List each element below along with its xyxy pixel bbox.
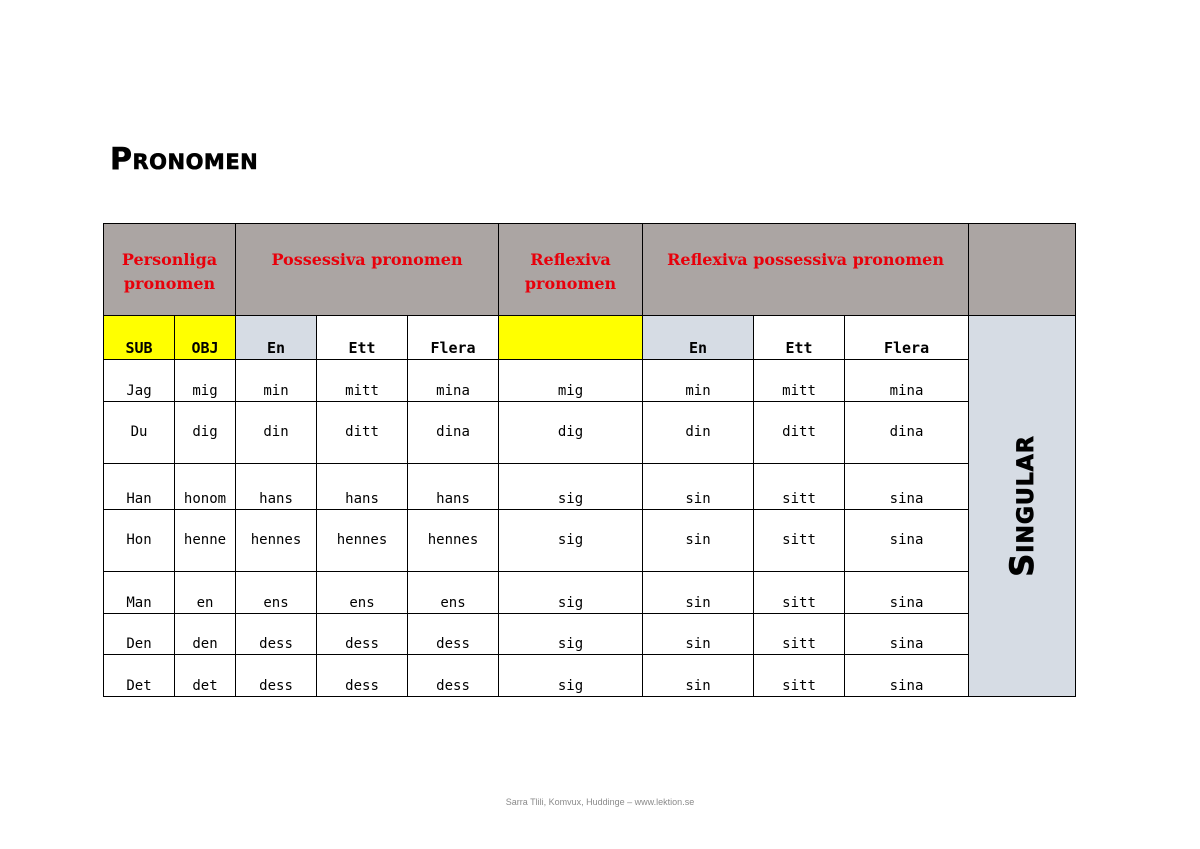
cell-poss-flera: hennes: [408, 510, 499, 572]
cell-reflex: sig: [499, 464, 643, 510]
cell-rposs-ett: sitt: [754, 572, 845, 614]
table-row: [104, 572, 1076, 614]
subheader-poss-en: En: [236, 316, 317, 360]
cell-obj: en: [175, 572, 236, 614]
cell-rposs-en: sin: [643, 572, 754, 614]
table-row: [104, 510, 1076, 572]
subheader-rposs-ett: Ett: [754, 316, 845, 360]
cell-poss-en: din: [236, 402, 317, 464]
cell-sub: Du: [104, 402, 175, 464]
cell-rposs-en: sin: [643, 464, 754, 510]
cell-obj: dig: [175, 402, 236, 464]
pronoun-table: [103, 223, 1076, 697]
header-reflexive: Reflexiva pronomen: [499, 224, 643, 316]
cell-rposs-en: sin: [643, 510, 754, 572]
cell-obj: henne: [175, 510, 236, 572]
cell-rposs-flera: sina: [845, 464, 969, 510]
cell-obj: mig: [175, 360, 236, 402]
cell-rposs-ett: ditt: [754, 402, 845, 464]
cell-poss-ett: mitt: [317, 360, 408, 402]
cell-rposs-ett: mitt: [754, 360, 845, 402]
cell-poss-en: min: [236, 360, 317, 402]
header-possessive: Possessiva pronomen: [236, 224, 499, 316]
cell-reflex: sig: [499, 655, 643, 697]
cell-poss-en: ens: [236, 572, 317, 614]
table-row: [104, 614, 1076, 655]
subheader-obj: OBJ: [175, 316, 236, 360]
cell-sub: Det: [104, 655, 175, 697]
cell-rposs-ett: sitt: [754, 614, 845, 655]
singular-side-label: [969, 316, 1076, 697]
header-row: [104, 224, 1076, 316]
cell-obj: det: [175, 655, 236, 697]
cell-rposs-flera: sina: [845, 572, 969, 614]
cell-sub: Jag: [104, 360, 175, 402]
cell-reflex: mig: [499, 360, 643, 402]
table-row: [104, 360, 1076, 402]
cell-poss-ett: dess: [317, 655, 408, 697]
cell-sub: Den: [104, 614, 175, 655]
table-row: [104, 655, 1076, 697]
footer-credit: Sarra Tlili, Komvux, Huddinge – www.lektion.se: [505, 797, 695, 807]
cell-sub: Han: [104, 464, 175, 510]
subheader-sub: SUB: [104, 316, 175, 360]
cell-poss-ett: ens: [317, 572, 408, 614]
header-reflexive-possessive: Reflexiva possessiva pronomen: [643, 224, 969, 316]
cell-rposs-ett: sitt: [754, 510, 845, 572]
cell-poss-flera: ens: [408, 572, 499, 614]
subheader-rposs-flera: Flera: [845, 316, 969, 360]
cell-rposs-en: min: [643, 360, 754, 402]
cell-poss-ett: hennes: [317, 510, 408, 572]
cell-sub: Hon: [104, 510, 175, 572]
cell-poss-ett: ditt: [317, 402, 408, 464]
subheader-poss-flera: Flera: [408, 316, 499, 360]
cell-poss-flera: dess: [408, 614, 499, 655]
cell-reflex: sig: [499, 572, 643, 614]
cell-obj: den: [175, 614, 236, 655]
cell-poss-ett: dess: [317, 614, 408, 655]
singular-label-text: Singular: [1003, 435, 1042, 577]
subheader-rposs-en: En: [643, 316, 754, 360]
cell-poss-en: hans: [236, 464, 317, 510]
cell-sub: Man: [104, 572, 175, 614]
cell-poss-flera: dina: [408, 402, 499, 464]
cell-rposs-ett: sitt: [754, 655, 845, 697]
cell-rposs-en: sin: [643, 614, 754, 655]
cell-obj: honom: [175, 464, 236, 510]
cell-poss-en: dess: [236, 614, 317, 655]
table-row: [104, 464, 1076, 510]
subheader-row: [104, 316, 1076, 360]
cell-rposs-flera: sina: [845, 655, 969, 697]
cell-poss-en: hennes: [236, 510, 317, 572]
cell-rposs-en: din: [643, 402, 754, 464]
cell-rposs-flera: sina: [845, 614, 969, 655]
cell-poss-flera: hans: [408, 464, 499, 510]
page-title: Pronomen: [110, 142, 259, 177]
cell-rposs-flera: sina: [845, 510, 969, 572]
cell-reflex: sig: [499, 510, 643, 572]
cell-rposs-flera: dina: [845, 402, 969, 464]
cell-rposs-ett: sitt: [754, 464, 845, 510]
subheader-poss-ett: Ett: [317, 316, 408, 360]
cell-reflex: dig: [499, 402, 643, 464]
cell-poss-flera: mina: [408, 360, 499, 402]
subheader-reflex: [499, 316, 643, 360]
cell-rposs-flera: mina: [845, 360, 969, 402]
cell-reflex: sig: [499, 614, 643, 655]
cell-poss-ett: hans: [317, 464, 408, 510]
cell-poss-flera: dess: [408, 655, 499, 697]
table-row: [104, 402, 1076, 464]
header-empty: [969, 224, 1076, 316]
cell-rposs-en: sin: [643, 655, 754, 697]
header-personal: Personliga pronomen: [104, 224, 236, 316]
cell-poss-en: dess: [236, 655, 317, 697]
